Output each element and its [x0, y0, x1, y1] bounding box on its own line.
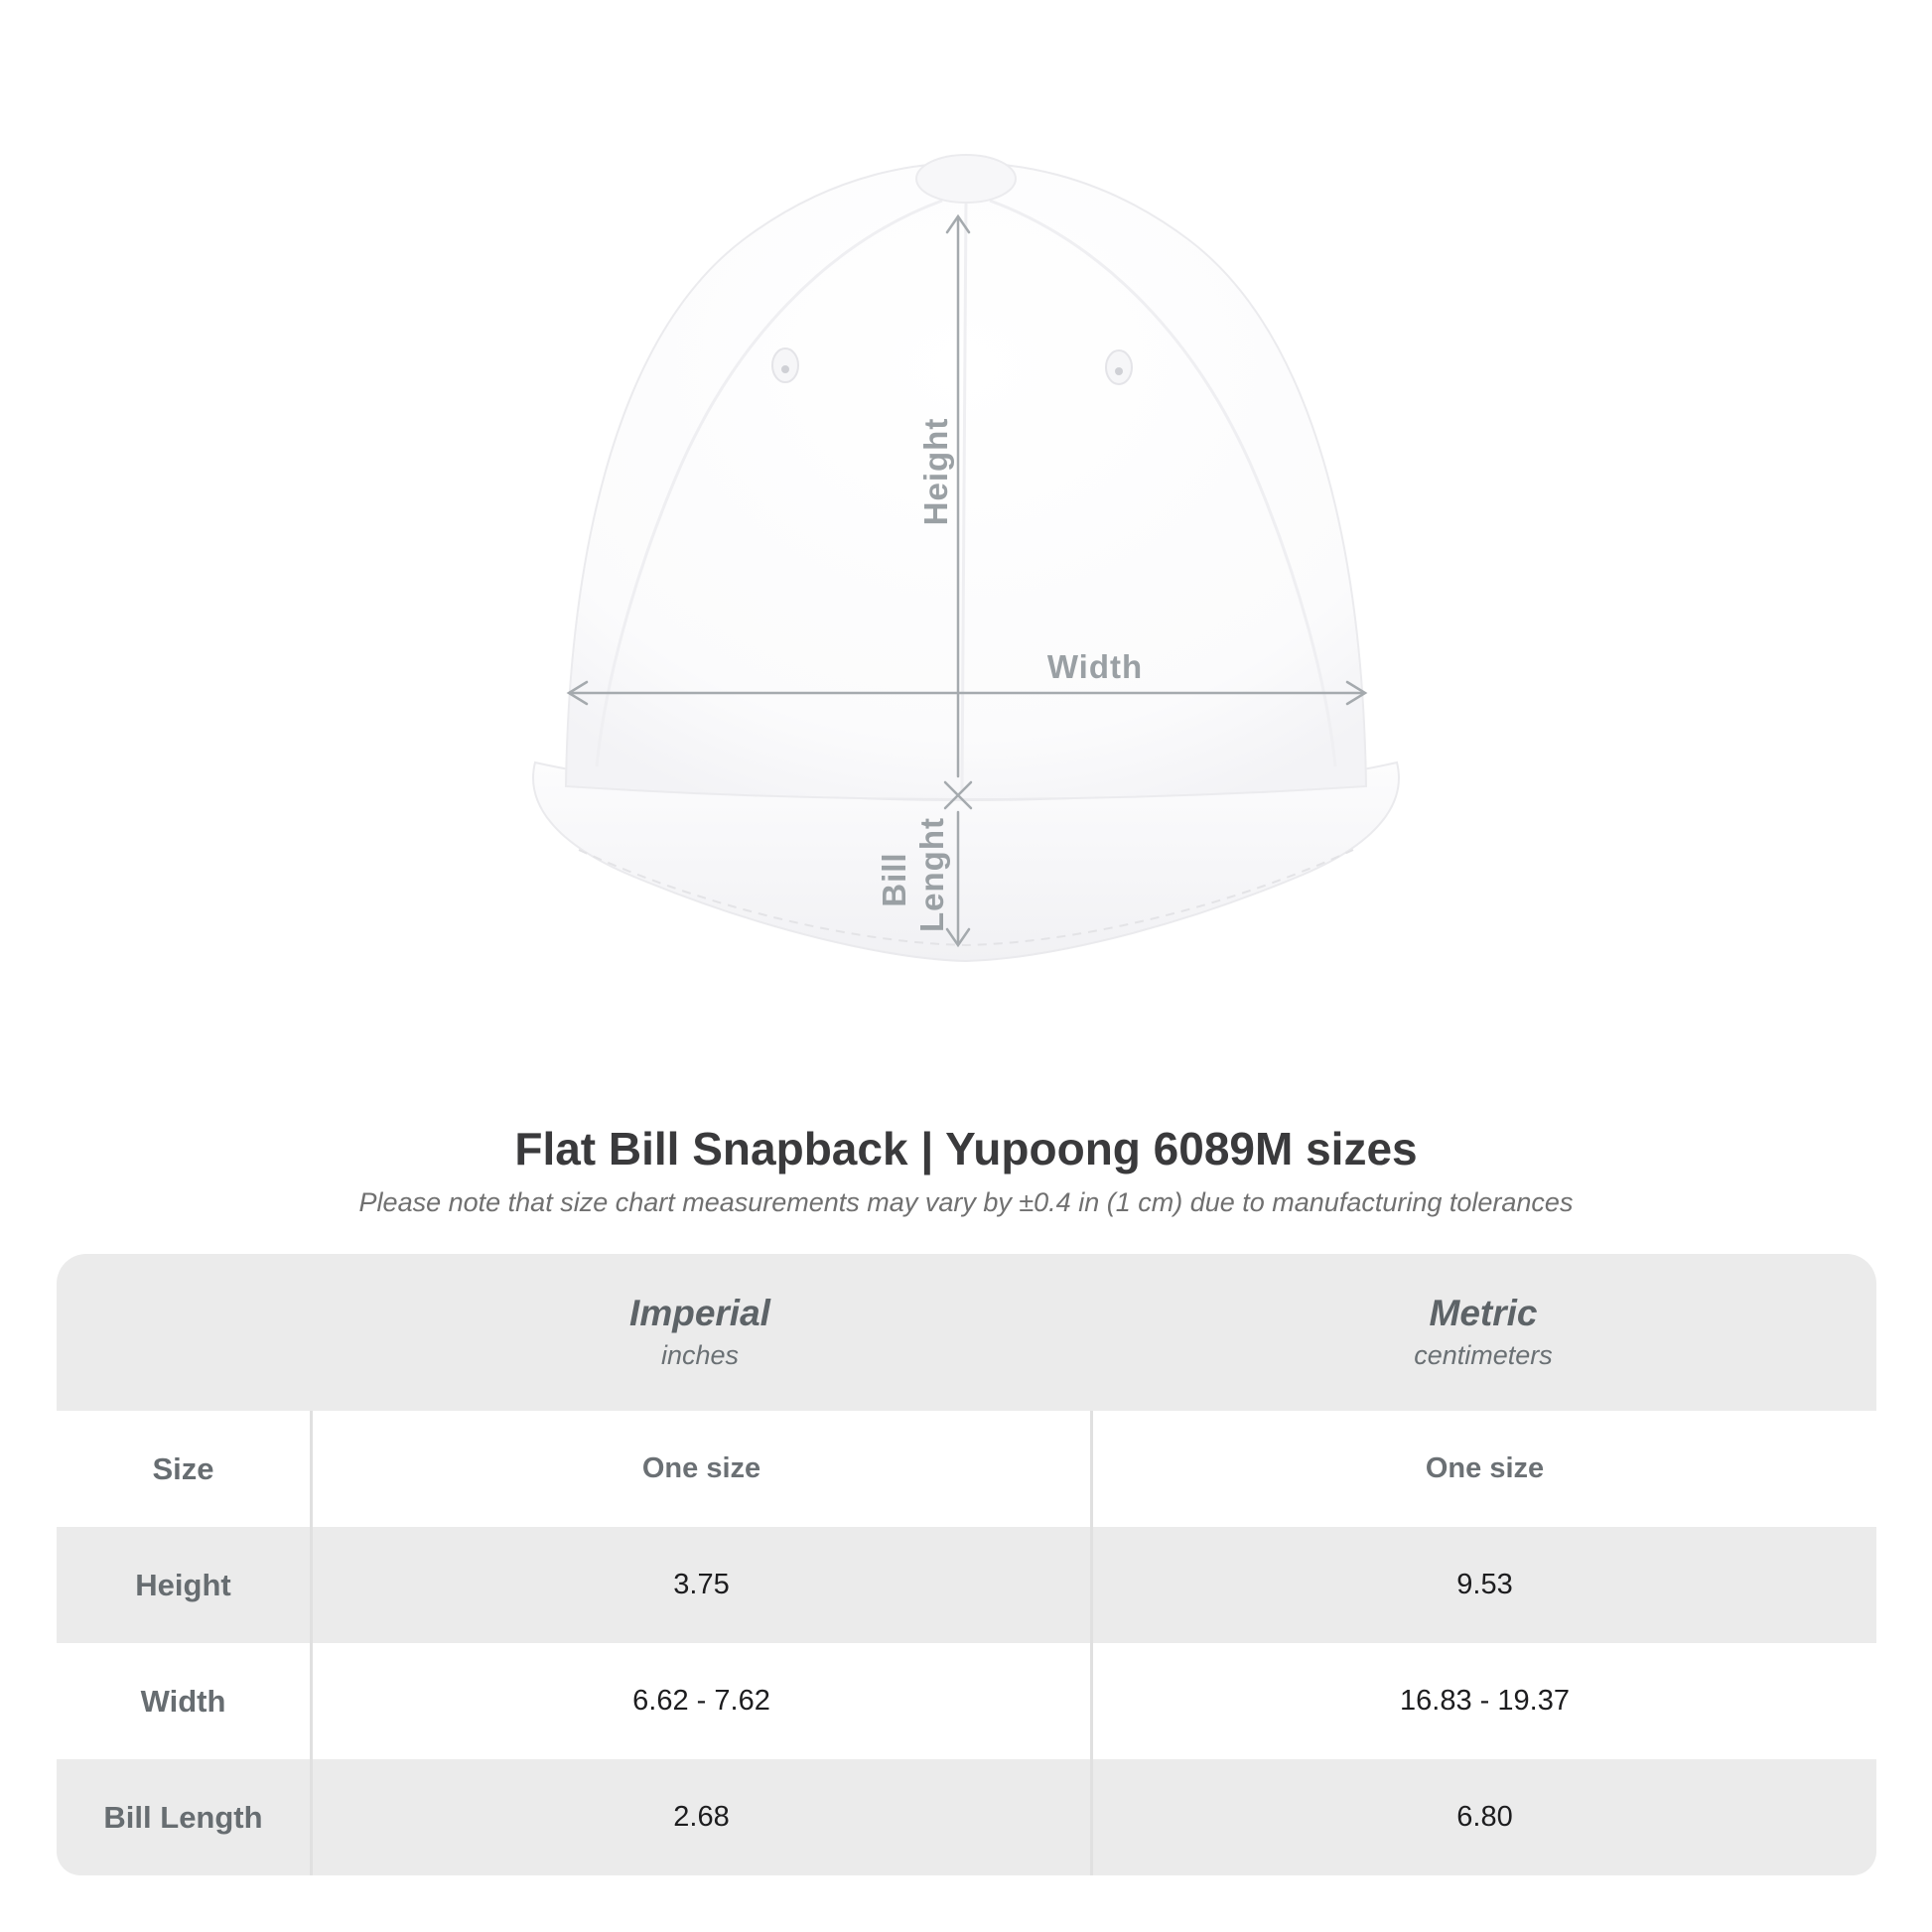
metric-header-label: Metric — [1429, 1293, 1538, 1333]
size-metric-value: One size — [1425, 1452, 1545, 1484]
width-imperial-value: 6.62 - 7.62 — [632, 1685, 770, 1717]
bill-length-imperial-value: 2.68 — [673, 1801, 730, 1833]
size-table — [57, 1254, 1876, 1875]
imperial-header-label: Imperial — [629, 1293, 770, 1333]
bill-length-label-line2: Lenght — [913, 817, 950, 932]
row-label-height: Height — [135, 1567, 231, 1602]
table-header-imperial — [310, 1293, 1090, 1372]
row-label-bill-length: Bill Length — [103, 1799, 263, 1835]
height-imperial-value: 3.75 — [673, 1569, 730, 1600]
table-row-size — [57, 1411, 1876, 1527]
bill-length-imperial-cell — [310, 1759, 1090, 1875]
snapback-hat-diagram — [509, 149, 1423, 1042]
width-metric-cell — [1090, 1643, 1876, 1759]
width-label: Width — [1046, 648, 1144, 685]
size-imperial-cell — [310, 1411, 1090, 1527]
row-label-size: Size — [152, 1450, 214, 1486]
table-row-height — [57, 1527, 1876, 1643]
table-header-metric — [1090, 1293, 1876, 1372]
chart-header — [0, 1120, 1932, 1219]
table-header-row — [57, 1254, 1876, 1411]
bill-length-metric-value: 6.80 — [1456, 1801, 1513, 1833]
left-eyelet — [772, 348, 798, 382]
height-label: Height — [917, 417, 954, 526]
bill-length-label-line1: Bill — [876, 852, 912, 907]
hat-top-button — [916, 155, 1016, 203]
size-imperial-value: One size — [641, 1452, 761, 1484]
bill-length-metric-cell — [1090, 1759, 1876, 1875]
height-metric-cell — [1090, 1527, 1876, 1643]
width-imperial-cell — [310, 1643, 1090, 1759]
hat-measurement-svg — [509, 149, 1423, 1042]
size-metric-cell — [1090, 1411, 1876, 1527]
tolerance-note: Please note that size chart measurements may vary by ±0.4 in (1 cm) due to manufacturing tolerances — [358, 1187, 1574, 1217]
width-metric-value: 16.83 - 19.37 — [1400, 1685, 1570, 1717]
height-metric-value: 9.53 — [1456, 1569, 1513, 1600]
imperial-header-unit: inches — [660, 1340, 740, 1370]
height-imperial-cell — [310, 1527, 1090, 1643]
metric-header-unit: centimeters — [1414, 1340, 1553, 1370]
table-row-bill-length — [57, 1759, 1876, 1875]
right-eyelet — [1106, 350, 1132, 384]
page-title: Flat Bill Snapback | Yupoong 6089M sizes — [514, 1123, 1418, 1174]
row-label-width: Width — [140, 1683, 226, 1719]
table-row-width — [57, 1643, 1876, 1759]
